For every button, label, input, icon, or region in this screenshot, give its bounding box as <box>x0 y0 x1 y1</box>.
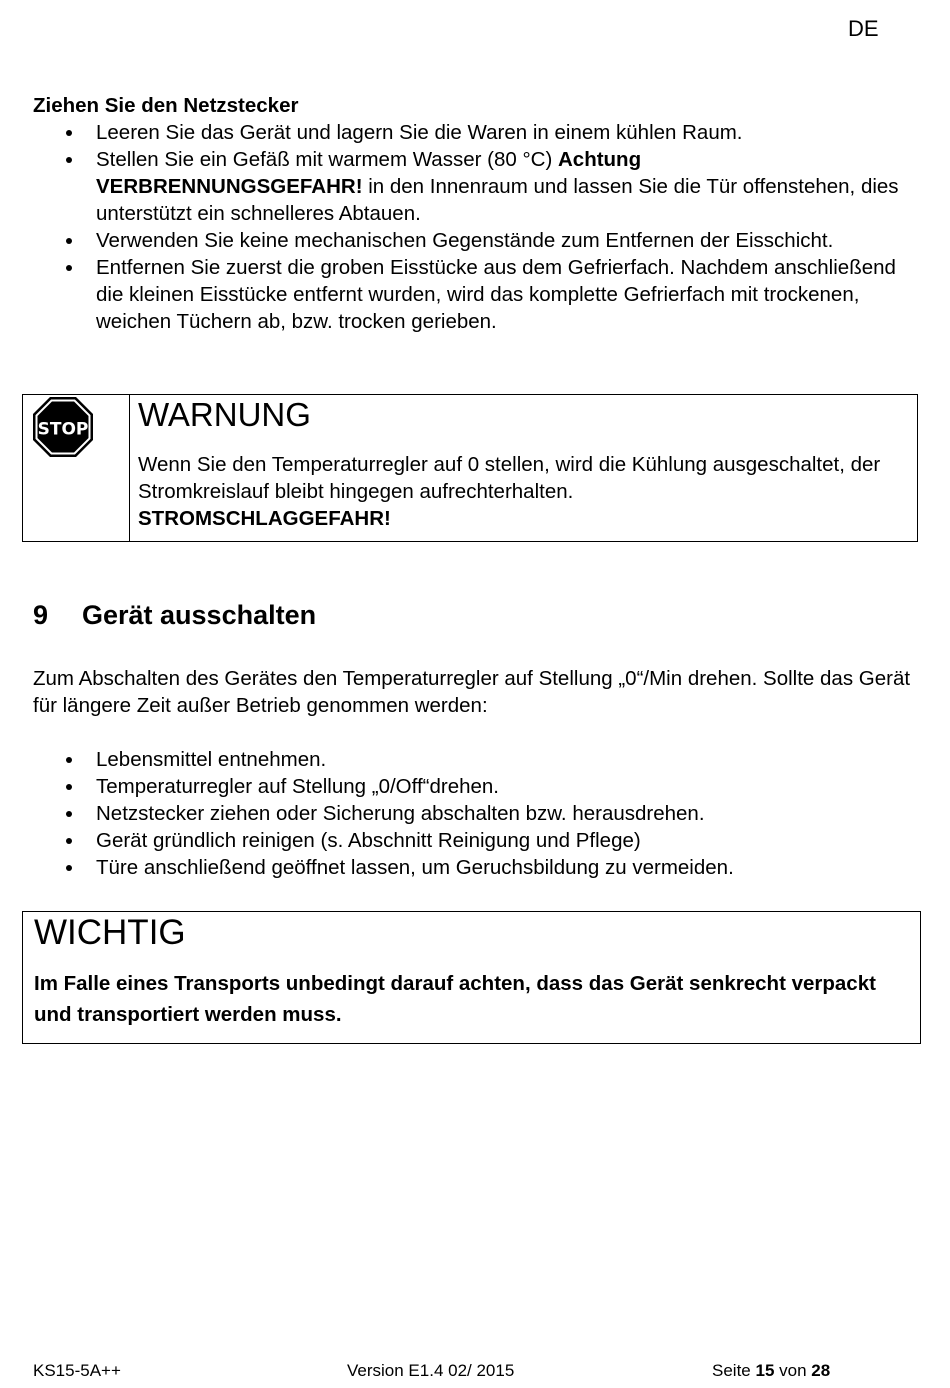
list-item: Türe anschließend geöffnet lassen, um Geruchsbildung zu vermeiden. <box>33 854 913 881</box>
footer-model: KS15-5A++ <box>33 1361 121 1380</box>
switch-off-section <box>33 746 913 881</box>
list-item-text: in den Innenraum und lassen Sie die Tür offenstehen, dies unterstützt ein schnelleres Abtauen. <box>96 175 899 225</box>
important-title: WICHTIG <box>34 913 186 952</box>
list-item: Gerät gründlich reinigen (s. Abschnitt Reinigung und Pflege) <box>33 827 913 854</box>
stop-sign-icon <box>32 396 94 458</box>
list-item: Leeren Sie das Gerät und lagern Sie die Waren in einem kühlen Raum. <box>33 119 913 146</box>
important-text: Im Falle eines Transports unbedingt darauf achten, dass das Gerät senkrecht verpackt und transportiert werden muss. <box>34 972 876 1026</box>
switch-off-list <box>33 746 913 881</box>
section-heading <box>33 598 316 632</box>
page-label: Seite <box>712 1361 756 1380</box>
warning-message: Wenn Sie den Temperaturregler auf 0 stellen, wird die Kühlung ausgeschaltet, der Stromkreislauf bleibt hingegen aufrechterhalten. <box>138 453 881 503</box>
warning-text <box>138 451 908 532</box>
footer-page-number <box>712 1360 830 1382</box>
list-item: Lebensmittel entnehmen. <box>33 746 913 773</box>
important-box <box>22 911 921 1044</box>
list-item: Entfernen Sie zuerst die groben Eisstücke aus dem Gefrierfach. Nachdem anschließend die kleinen Eisstücke entfernt wurden, wird das komplette Gefrierfach mit trockenen, weichen Tüchern ab, bzw. trocken gerieben. <box>33 254 913 335</box>
list-item <box>33 146 913 227</box>
section-number: 9 <box>33 600 49 630</box>
warning-icon-cell <box>23 395 130 541</box>
footer-version: Version E1.4 02/ 2015 <box>347 1361 515 1380</box>
language-code: DE <box>848 16 879 41</box>
shock-hazard-warning: STROMSCHLAGGEFAHR! <box>138 507 391 530</box>
section-title: Gerät ausschalten <box>82 600 317 630</box>
warning-title: WARNUNG <box>138 396 311 433</box>
unplug-section <box>33 92 913 335</box>
unplug-list <box>33 119 913 335</box>
current-page: 15 <box>755 1361 775 1380</box>
warning-box <box>22 394 918 542</box>
of-label: von <box>774 1361 812 1380</box>
list-item: Netzstecker ziehen oder Sicherung abschalten bzw. herausdrehen. <box>33 800 913 827</box>
burn-hazard-warning: Achtung VERBRENNUNGSGEFAHR! <box>96 148 642 198</box>
switch-off-paragraph: Zum Abschalten des Gerätes den Temperaturregler auf Stellung „0“/Min drehen. Sollte das Gerät für längere Zeit außer Betrieb genommen werden: <box>33 667 911 717</box>
list-item: Verwenden Sie keine mechanischen Gegenstände zum Entfernen der Eisschicht. <box>33 227 913 254</box>
list-item-text: Stellen Sie ein Gefäß mit warmem Wasser (80 °C) <box>96 148 558 171</box>
total-pages: 28 <box>811 1361 831 1380</box>
unplug-heading: Ziehen Sie den Netzstecker <box>33 94 299 117</box>
stop-sign-text: STOP <box>37 419 89 440</box>
list-item: Temperaturregler auf Stellung „0/Off“drehen. <box>33 773 913 800</box>
